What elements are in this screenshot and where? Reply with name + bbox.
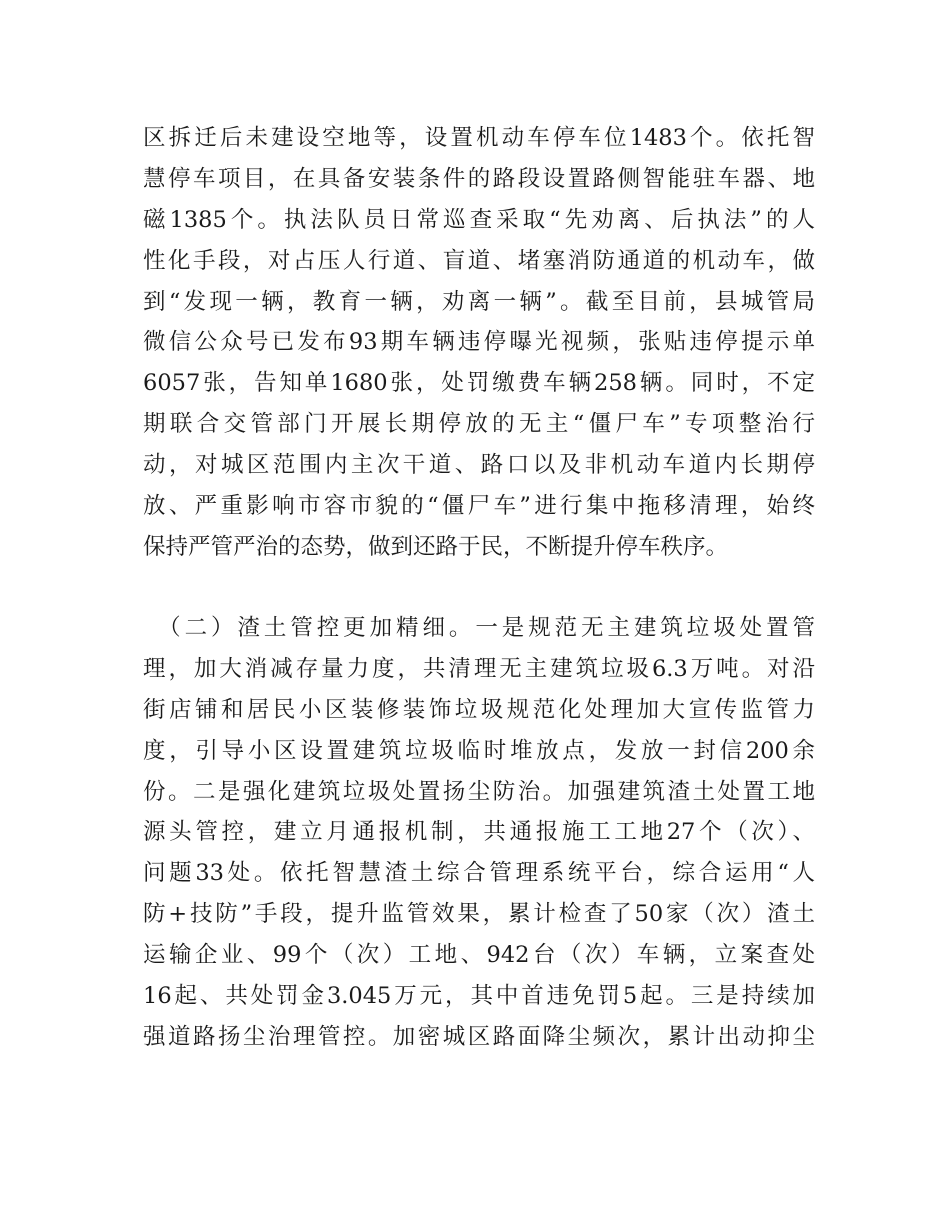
- text-line: 6057张，告知单1680张，处罚缴费车辆258辆。同时，不定: [143, 370, 815, 397]
- paragraph-parking: [143, 118, 815, 568]
- text-line: 放、严重影响市容市貌的“僵尸车”进行集中拖移清理，始终: [143, 493, 815, 520]
- text-line: 份。二是强化建筑垃圾处置扬尘防治。加强建筑渣土处置工地: [143, 778, 815, 805]
- text-line: 度，引导小区设置建筑垃圾临时堆放点，发放一封信200余: [143, 737, 815, 764]
- text-line: 防+技防”手段，提升监管效果，累计检查了50家（次）渣土: [143, 901, 815, 928]
- text-line: 理，加大消减存量力度，共清理无主建筑垃圾6.3万吨。对沿: [143, 655, 815, 682]
- text-line: 动，对城区范围内主次干道、路口以及非机动车道内长期停: [143, 452, 815, 479]
- text-line: 到“发现一辆，教育一辆，劝离一辆”。截至目前，县城管局: [143, 288, 815, 315]
- text-line: 慧停车项目，在具备安装条件的路段设置路侧智能驻车器、地: [143, 165, 815, 192]
- text-line: 保持严管严治的态势，做到还路于民，不断提升停车秩序。: [143, 533, 729, 560]
- text-line: 区拆迁后未建设空地等，设置机动车停车位1483个。依托智: [143, 125, 815, 151]
- text-line: 微信公众号已发布93期车辆违停曝光视频，张贴违停提示单: [143, 329, 815, 356]
- text-line: 16起、共处罚金3.045万元，其中首违免罚5起。三是持续加: [143, 983, 815, 1010]
- text-line: 强道路扬尘治理管控。加密城区路面降尘频次，累计出动抑尘: [143, 1023, 815, 1050]
- text-line: 期联合交管部门开展长期停放的无主“僵尸车”专项整治行: [143, 411, 815, 438]
- text-line: 街店铺和居民小区装修装饰垃圾规范化处理加大宣传监管力: [143, 696, 815, 723]
- text-line: 源头管控，建立月通报机制，共通报施工工地27个（次）、: [143, 819, 815, 846]
- text-line: 运输企业、99个（次）工地、942台（次）车辆，立案查处: [143, 942, 815, 969]
- text-line: （二）渣土管控更加精细。一是规范无主建筑垃圾处置管: [143, 615, 815, 641]
- text-line: 性化手段，对占压人行道、盲道、堵塞消防通道的机动车，做: [143, 247, 815, 274]
- text-line: 磁1385个。执法队员日常巡查采取“先劝离、后执法”的人: [143, 206, 815, 233]
- paragraph-muck-control: [143, 608, 815, 1058]
- text-line: 问题33处。依托智慧渣土综合管理系统平台，综合运用“人: [143, 860, 815, 887]
